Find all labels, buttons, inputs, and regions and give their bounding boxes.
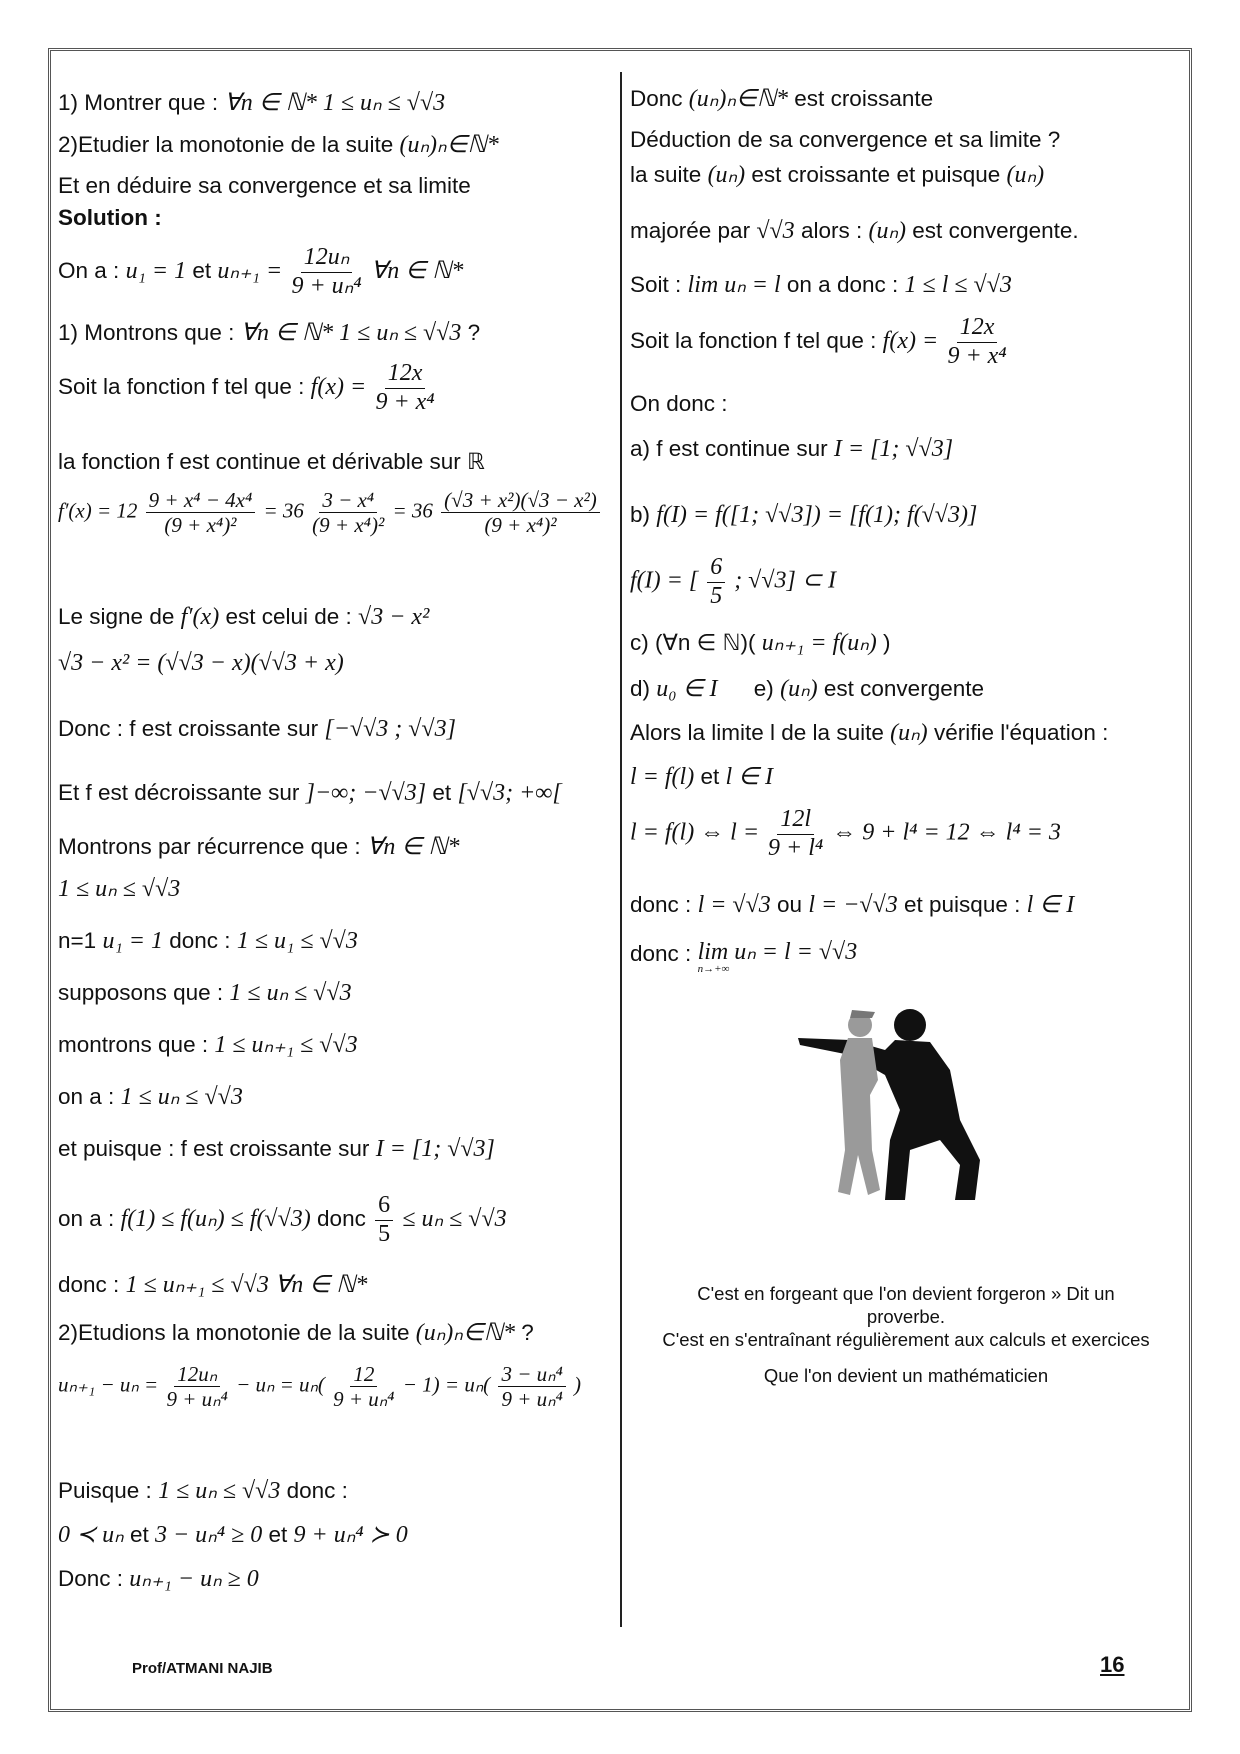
fraction: $\frac{12}{\text{9 + uₙ⁴}}$: [333, 1362, 395, 1412]
line-27: Donc : uₙ₊₁ − uₙ ≥ 0: [58, 1566, 259, 1592]
line-17: supposons que : 1 ≤ uₙ ≤ √√3: [58, 980, 352, 1006]
r-line-9: b) f(I) = f([1; √√3]) = [f(1); f(√√3)]: [630, 502, 978, 528]
line-21: on a : f(1) ≤ f(uₙ) ≤ f(√√3) donc $\frac{6}{5}$ ≤ uₙ ≤ √√3: [58, 1192, 507, 1247]
r-line-3: la suite (uₙ) est croissante et puisque (uₙ): [630, 162, 1045, 188]
line-2: 2)Etudier la monotonie de la suite (uₙ)ₙ∈ℕ*: [58, 132, 499, 158]
r-line-11: c) (∀n ∈ ℕ)( uₙ₊₁ = f(uₙ) ): [630, 630, 891, 656]
line-10: Le signe de f′(x) est celui de : √3 − x²: [58, 604, 430, 630]
line-25: Puisque : 1 ≤ uₙ ≤ √√3 donc :: [58, 1478, 348, 1504]
line-14: Montrons par récurrence que : ∀n ∈ ℕ*: [58, 834, 460, 860]
r-line-8: a) f est continue sur I = [1; √√3]: [630, 436, 954, 462]
fraction: $\frac{\text{12uₙ}}{\text{9 + uₙ⁴}}$: [291, 244, 362, 299]
r-line-2: Déduction de sa convergence et sa limite ?: [630, 127, 1061, 152]
line-13: Et f est décroissante sur ]−∞; −√√3] et [√√3; +∞[: [58, 780, 562, 806]
fraction: $\frac{\text{9 + x⁴ − 4x⁴}}{\text{(9 + x⁴)²}}$: [146, 488, 256, 537]
r-line-15: l = f(l) ⇔ l = $\frac{12l}{\text{9 + l⁴}}$ ⇔ 9 + l⁴ = 12 ⇔ l⁴ = 3: [630, 806, 1061, 861]
adult-silhouette: [798, 1009, 980, 1200]
author-name: Prof/ATMANI NAJIB: [132, 1660, 273, 1677]
fraction: $\frac{12x}{\text{9 + x⁴}}$: [375, 360, 435, 415]
line-19: on a : 1 ≤ uₙ ≤ √√3: [58, 1084, 243, 1110]
fraction: $\frac{\text{12uₙ}}{\text{9 + uₙ⁴}}$: [166, 1362, 228, 1412]
adult-child-silhouette-illustration: [790, 1000, 990, 1210]
line-5: On a : u₁ = 1 et uₙ₊₁ = $\frac{\text{12uₙ}}{\text{9 + uₙ⁴}}$ ∀n ∈ ℕ*: [58, 244, 464, 299]
r-line-1: Donc (uₙ)ₙ∈ℕ* est croissante: [630, 86, 934, 112]
line-22: donc : 1 ≤ uₙ₊₁ ≤ √√3 ∀n ∈ ℕ*: [58, 1272, 368, 1298]
line-3: Et en déduire sa convergence et sa limite: [58, 173, 471, 198]
derivative-line: f′(x) = 12 $\frac{\text{9 + x⁴ − 4x⁴}}{\text{(9 + x⁴)²}}$ = 36 $\frac{\text{3 − x⁴}}{\text{(9 + x⁴)²}}$ = 36 $\frac{\text{(√3 + x²)(√3 − x²)}}{\text{(9 + x⁴)²}}$: [58, 488, 603, 537]
fraction: $\frac{\text{3 − uₙ⁴}}{\text{9 + uₙ⁴}}$: [498, 1362, 565, 1411]
fraction: $\frac{12x}{\text{9 + x⁴}}$: [947, 314, 1007, 369]
quote-line-2: proverbe.: [866, 1306, 946, 1327]
child-silhouette: [838, 1010, 880, 1195]
fraction: $\frac{6}{5}$: [707, 554, 725, 610]
line-8: la fonction f est continue et dérivable sur ℝ: [58, 449, 485, 474]
r-line-16: donc : l = √√3 ou l = −√√3 et puisque : l ∈ I: [630, 892, 1075, 918]
line-26: 0 ≺ uₙ et 3 − uₙ⁴ ≥ 0 et 9 + uₙ⁴ ≻ 0: [58, 1522, 408, 1548]
line-18: montrons que : 1 ≤ uₙ₊₁ ≤ √√3: [58, 1032, 358, 1058]
fraction: $\frac{12l}{\text{9 + l⁴}}$: [768, 806, 824, 861]
line-11: √3 − x² = (√√3 − x)(√√3 + x): [58, 650, 344, 676]
fraction: $\frac{\text{(√3 + x²)(√3 − x²)}}{\text{(9 + x⁴)²}}$: [441, 488, 600, 537]
solution-heading: Solution :: [58, 205, 162, 230]
r-line-17: donc : lim uₙ = l = √√3 n→+∞: [630, 939, 858, 975]
r-line-6: Soit la fonction f tel que : f(x) = $\frac{12x}{\text{9 + x⁴}}$: [630, 314, 1007, 369]
line-23: 2)Etudions la monotonie de la suite (uₙ)ₙ∈ℕ* ?: [58, 1320, 534, 1346]
page-number: 16: [1100, 1652, 1125, 1677]
line-16: n=1 u₁ = 1 donc : 1 ≤ u₁ ≤ √√3: [58, 928, 358, 954]
quote-line-4: Que l'on devient un mathématicien: [763, 1365, 1049, 1386]
fraction: $\frac{\text{3 − x⁴}}{\text{(9 + x⁴)²}}$: [312, 488, 385, 538]
r-line-12: d) u₀ ∈ I e) (uₙ) est convergente: [630, 676, 984, 702]
line-12: Donc : f est croissante sur [−√√3 ; √√3]: [58, 716, 456, 742]
r-line-5: Soit : lim uₙ = l on a donc : 1 ≤ l ≤ √√3: [630, 272, 1012, 298]
difference-line: uₙ₊₁ − uₙ = $\frac{\text{12uₙ}}{\text{9 + uₙ⁴}}$ − uₙ = uₙ( $\frac{12}{\text{9 + uₙ⁴}}$ − 1) = uₙ( $\frac{\text{3 − uₙ⁴}}{\text{9 + uₙ⁴}}$ ): [58, 1362, 582, 1412]
line-1: 1) Montrer que : ∀n ∈ ℕ* 1 ≤ uₙ ≤ √√3: [58, 90, 446, 116]
line-7: Soit la fonction f tel que : f(x) = $\frac{12x}{\text{9 + x⁴}}$: [58, 360, 435, 415]
r-line-4: majorée par √√3 alors : (uₙ) est convergente.: [630, 218, 1079, 244]
line-6: 1) Montrons que : ∀n ∈ ℕ* 1 ≤ uₙ ≤ √√3 ?: [58, 320, 481, 346]
quote-line-1: C'est en forgeant que l'on devient forgeron » Dit un: [697, 1283, 1115, 1304]
r-line-7: On donc :: [630, 391, 728, 416]
column-divider: [620, 72, 622, 1627]
r-line-14: l = f(l) et l ∈ I: [630, 764, 774, 790]
line-20: et puisque : f est croissante sur I = [1; √√3]: [58, 1136, 495, 1162]
fraction: $\frac{6}{5}$: [375, 1192, 393, 1248]
quote-line-3: C'est en s'entraînant régulièrement aux calculs et exercices: [662, 1329, 1150, 1350]
line-15: 1 ≤ uₙ ≤ √√3: [58, 876, 181, 902]
r-line-13: Alors la limite l de la suite (uₙ) vérifie l'équation :: [630, 720, 1109, 746]
r-line-10: f(I) = [ $\frac{6}{5}$ ; √√3] ⊂ I: [630, 554, 836, 609]
